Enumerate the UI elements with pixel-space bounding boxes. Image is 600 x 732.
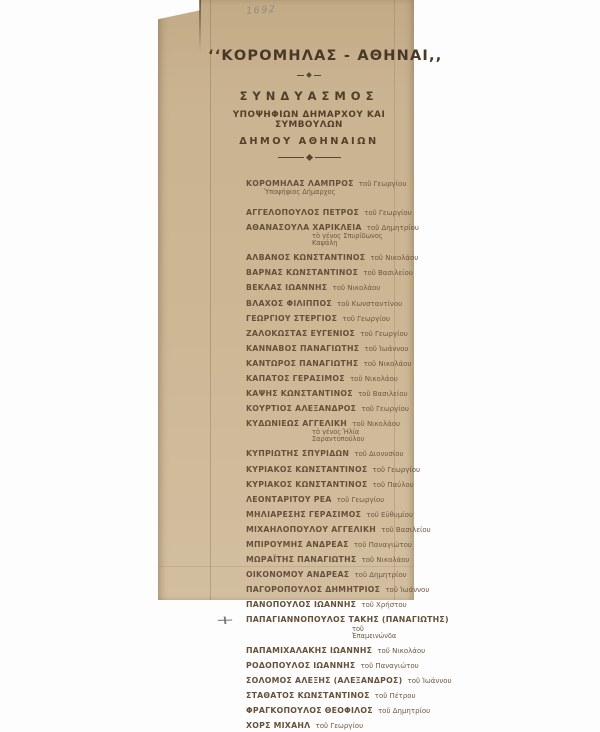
candidate-patronymic: τοῦ Παναγιώτου bbox=[353, 540, 412, 549]
candidate-patronymic: τοῦ Νικολάου bbox=[361, 556, 410, 565]
candidate-name: ΠΑΝΟΠΟΥΛΟΣ ΙΩΑΝΝΗΣ bbox=[246, 600, 357, 610]
candidate-list bbox=[214, 177, 452, 730]
candidate-name: ΑΛΒΑΝΟΣ ΚΩΝΣΤΑΝΤΙΝΟΣ bbox=[246, 253, 366, 263]
candidate-name: ΚΑΝΝΑΒΟΣ ΠΑΝΑΓΙΩΤΗΣ bbox=[246, 343, 360, 353]
candidate-name-line bbox=[246, 327, 410, 338]
subtitle-municipality-line: ΔΗΜΟΥ ΑΘΗΝΑΙΩΝ bbox=[239, 136, 379, 147]
candidate-patronymic: τοῦ Νικολάου bbox=[363, 359, 412, 368]
candidate-patronymic: τοῦ Γεωργίου bbox=[336, 495, 385, 504]
candidate-patronymic: τοῦ Νικολάου bbox=[349, 375, 398, 384]
candidate-row bbox=[246, 508, 413, 519]
candidate-row bbox=[246, 583, 430, 595]
candidate-patronymic: τοῦ Γεωργίου bbox=[361, 405, 409, 414]
candidate-patronymic: τοῦ Ἰωάννου bbox=[407, 676, 452, 685]
candidate-name: ΑΘΑΝΑΣΟΥΛΑ ΧΑΡΙΚΛΕΙΑ bbox=[246, 223, 362, 233]
candidate-name-line bbox=[246, 598, 410, 609]
candidate-patronymic: τοῦ Χρήστου bbox=[361, 601, 407, 610]
candidate-patronymic: τοῦ Βασιλείου bbox=[381, 525, 431, 534]
candidate-name: ΒΑΡΝΑΣ ΚΩΝΣΤΑΝΤΙΝΟΣ bbox=[246, 268, 359, 278]
candidate-row bbox=[246, 417, 410, 443]
candidate-name: ΓΕΩΡΓΙΟΥ ΣΤΕΡΓΙΟΣ bbox=[246, 313, 338, 323]
candidate-name: ΚΟΥΡΤΙΟΣ ΑΛΕΞΑΝΔΡΟΣ bbox=[246, 404, 357, 414]
candidate-name-line bbox=[246, 177, 410, 188]
candidate-row bbox=[246, 644, 426, 655]
candidate-name-line bbox=[246, 402, 410, 413]
candidate-name: ΖΑΛΟΚΩΣΤΑΣ ΕΥΓΕΝΙΟΣ bbox=[246, 328, 356, 338]
candidate-name: ΚΑΨΗΣ ΚΩΝΣΤΑΝΤΙΝΟΣ bbox=[246, 389, 353, 399]
candidate-name: ΒΛΑΧΟΣ ΦΙΛΙΠΠΟΣ bbox=[246, 298, 332, 308]
candidate-row bbox=[246, 538, 410, 549]
ornament-bar bbox=[297, 75, 304, 76]
candidate-name-line bbox=[246, 312, 410, 323]
candidate-patronymic: τοῦ Πέτρου bbox=[374, 691, 416, 700]
candidate-name: ΣΟΛΟΜΟΣ ΑΛΕΞΗΣ (ΑΛΕΞΑΝΔΡΟΣ) bbox=[246, 675, 403, 685]
candidate-name: ΚΑΠΑΤΟΣ ΓΕΡΑΣΙΜΟΣ bbox=[246, 374, 345, 384]
candidate-row bbox=[246, 221, 419, 248]
candidate-row bbox=[214, 613, 449, 640]
candidate-patronymic: τοῦ Παύλου bbox=[372, 480, 414, 489]
candidate-name: ΒΕΚΛΑΣ ΙΩΑΝΝΗΣ bbox=[246, 283, 328, 293]
candidate-name-line bbox=[246, 568, 410, 579]
candidate-name-line bbox=[246, 704, 431, 715]
candidate-row bbox=[246, 342, 410, 353]
printed-content bbox=[208, 0, 452, 730]
candidate-name-line bbox=[246, 221, 419, 233]
candidate-name: ΠΑΠΑΓΙΑΝΝΟΠΟΥΛΟΣ ΤΑΚΗΣ (ΠΑΝΑΓΙΩΤΗΣ) bbox=[246, 615, 449, 625]
candidate-row bbox=[246, 327, 410, 338]
candidate-name-line bbox=[246, 553, 410, 564]
candidate-name-line bbox=[246, 357, 410, 368]
candidate-row bbox=[246, 553, 410, 564]
candidate-row bbox=[246, 704, 431, 715]
candidate-row bbox=[246, 674, 452, 685]
candidate-patronymic: τοῦ Γεωργίου bbox=[360, 329, 408, 338]
candidate-patronymic: τοῦ Εὐθυμίου bbox=[366, 510, 413, 519]
candidate-note: τοῦ Ἐπαμεινώνδα bbox=[352, 624, 397, 640]
candidate-patronymic: τοῦ Νικολάου bbox=[377, 646, 426, 655]
candidate-name-line bbox=[246, 719, 410, 730]
candidate-patronymic: τοῦ Βασιλείου bbox=[363, 269, 413, 278]
candidate-patronymic: τοῦ Γεωργίου bbox=[358, 180, 407, 188]
candidate-row bbox=[246, 447, 410, 458]
ornament-bar bbox=[315, 157, 341, 158]
candidate-note: τὸ γένος Σπυρίδωνος Καψάλη bbox=[312, 232, 383, 248]
candidate-name: ΠΑΠΑΜΙΧΑΛΑΚΗΣ ΙΩΑΝΝΗΣ bbox=[246, 645, 373, 655]
candidate-name-line bbox=[246, 644, 426, 655]
candidate-name: ΜΙΧΑΗΛΟΠΟΥΛΟΥ ΑΓΓΕΛΙΚΗ bbox=[246, 524, 377, 534]
candidate-name-line bbox=[246, 372, 410, 383]
candidate-name-line bbox=[246, 493, 410, 504]
subtitle-candidates-line: ΥΠΟΨΗΦΙΩΝ ΔΗΜΑΡΧΟΥ ΚΑΙ ΣΥΜΒΟΥΛΩΝ bbox=[232, 110, 386, 130]
candidate-row bbox=[246, 372, 410, 383]
candidate-name-line bbox=[246, 583, 430, 595]
candidate-name-line bbox=[246, 281, 410, 292]
candidate-row bbox=[246, 357, 410, 368]
candidate-row bbox=[246, 312, 410, 323]
diamond-icon bbox=[305, 154, 312, 161]
paper-fold-crease-top-left bbox=[199, 0, 201, 52]
candidate-name-line bbox=[246, 674, 452, 685]
candidate-name: ΜΠΙΡΟΥΜΗΣ ΑΝΔΡΕΑΣ bbox=[246, 539, 349, 549]
candidate-patronymic: τοῦ Γεωργίου bbox=[364, 209, 412, 218]
candidate-name: ΚΥΠΡΙΩΤΗΣ ΣΠΥΡΙΔΩΝ bbox=[246, 449, 350, 459]
candidate-name: ΜΗΛΙΑΡΕΣΗΣ ΓΕΡΑΣΙΜΟΣ bbox=[246, 509, 362, 519]
candidate-patronymic: τοῦ Γεωργίου bbox=[372, 465, 421, 474]
candidate-patronymic: τοῦ Δημητρίου bbox=[377, 706, 431, 715]
candidate-row bbox=[246, 523, 431, 534]
divider-ornament-bottom bbox=[208, 155, 410, 160]
candidate-patronymic: τοῦ Κωνσταντίνου bbox=[337, 299, 403, 308]
candidate-patronymic: τοῦ Νικολάου bbox=[352, 420, 401, 429]
candidate-name-line bbox=[246, 297, 410, 308]
candidate-name-line bbox=[246, 659, 419, 670]
candidate-patronymic: τοῦ Ἰωάννου bbox=[364, 344, 409, 353]
candidate-name: ΠΑΓΟΡΟΠΟΥΛΟΣ ΔΗΜΗΤΡΙΟΣ bbox=[246, 585, 381, 595]
candidate-name-line bbox=[246, 206, 410, 217]
list-title: ‘‘ΚΟΡΟΜΗΛΑΣ - ΑΘΗΝΑΙ,, bbox=[208, 48, 443, 64]
candidate-name: ΣΤΑΘΑΤΟΣ ΚΩΝΣΤΑΝΤΙΝΟΣ bbox=[246, 690, 370, 700]
candidate-row bbox=[246, 177, 410, 196]
candidate-patronymic: τοῦ Γεωργίου bbox=[342, 314, 390, 323]
pencil-plus-mark: + bbox=[214, 613, 236, 628]
candidate-name: ΟΙΚΟΝΟΜΟΥ ΑΝΔΡΕΑΣ bbox=[246, 570, 350, 580]
candidate-patronymic: τοῦ Νικολάου bbox=[370, 254, 419, 263]
candidate-name: ΚΥΡΙΑΚΟΣ ΚΩΝΣΤΑΝΤΙΝΟΣ bbox=[246, 464, 368, 474]
candidate-row bbox=[246, 281, 410, 292]
candidate-note: τὸ γένος Ἠλία Σαραντοπούλου bbox=[312, 428, 365, 444]
candidate-row bbox=[246, 719, 410, 730]
candidate-patronymic: τοῦ Ἰωάννου bbox=[385, 586, 430, 595]
candidate-patronymic: τοῦ Διονυσίου bbox=[354, 450, 404, 459]
paper-corner-notch bbox=[158, 0, 200, 26]
candidate-name: ΜΩΡΑΪΤΗΣ ΠΑΝΑΓΙΩΤΗΣ bbox=[246, 555, 357, 565]
candidate-patronymic: τοῦ Παναγιώτου bbox=[360, 661, 419, 670]
candidate-name-line bbox=[246, 387, 410, 398]
candidate-name-line bbox=[246, 613, 449, 625]
candidate-row bbox=[246, 568, 410, 579]
candidate-name-line bbox=[246, 417, 410, 428]
candidate-patronymic: τοῦ Νικολάου bbox=[332, 284, 381, 293]
candidate-row bbox=[246, 251, 419, 263]
divider-ornament-top bbox=[208, 73, 410, 77]
candidate-name-line bbox=[246, 523, 431, 534]
candidate-name: ΦΡΑΓΚΟΠΟΥΛΟΣ ΘΕΟΦΙΛΟΣ bbox=[246, 705, 373, 715]
candidate-note: Ὑποψήφιος Δήμαρχος bbox=[264, 188, 336, 197]
candidate-name: ΛΕΟΝΤΑΡΙΤΟΥ ΡΕΑ bbox=[246, 494, 332, 504]
candidate-row bbox=[246, 689, 416, 700]
candidate-name-line bbox=[246, 508, 413, 519]
candidate-name-line bbox=[246, 478, 414, 489]
ornament-bar bbox=[278, 157, 304, 158]
candidate-patronymic: τοῦ Δημητρίου bbox=[354, 571, 407, 580]
candidate-name: ΚΥΔΩΝΙΕΩΣ ΑΓΓΕΛΙΚΗ bbox=[246, 419, 348, 429]
candidate-row bbox=[246, 387, 410, 398]
candidate-row bbox=[246, 598, 410, 609]
candidate-row bbox=[246, 206, 410, 217]
candidate-patronymic: τοῦ Βασιλείου bbox=[357, 390, 408, 399]
candidate-patronymic: τοῦ Δημητρίου bbox=[366, 224, 419, 233]
candidate-row bbox=[246, 493, 410, 504]
candidate-name: ΚΥΡΙΑΚΟΣ ΚΩΝΣΤΑΝΤΙΝΟΣ bbox=[246, 479, 368, 489]
handwritten-number: 1692 bbox=[245, 3, 277, 18]
syndyasmos-heading: ΣΥΝΔΥΑΣΜΟΣ bbox=[239, 89, 379, 103]
candidate-name-line bbox=[246, 251, 419, 263]
candidate-name-line bbox=[246, 538, 410, 549]
candidate-name: ΑΓΓΕΛΟΠΟΥΛΟΣ ΠΕΤΡΟΣ bbox=[246, 208, 360, 218]
ornament-bar bbox=[314, 75, 321, 76]
candidate-row bbox=[246, 478, 414, 489]
ballot-paper bbox=[158, 0, 452, 730]
candidate-name: ΡΟΔΟΠΟΥΛΟΣ ΙΩΑΝΝΗΣ bbox=[246, 660, 356, 670]
candidate-row bbox=[246, 463, 421, 474]
candidate-patronymic: τοῦ Γεωργίου bbox=[315, 722, 364, 730]
candidate-name: ΧΟΡΣ ΜΙΧΑΗΛ bbox=[246, 721, 311, 730]
candidate-name-line bbox=[246, 689, 416, 700]
candidate-name-line bbox=[246, 447, 410, 458]
candidate-name: ΚΑΝΤΩΡΟΣ ΠΑΝΑΓΙΩΤΗΣ bbox=[246, 358, 359, 368]
candidate-name-line bbox=[246, 463, 421, 474]
candidate-row bbox=[246, 297, 410, 308]
candidate-row bbox=[246, 402, 410, 413]
candidate-row bbox=[246, 659, 419, 670]
candidate-name-line bbox=[246, 342, 410, 353]
candidate-name: ΚΟΡΟΜΗΛΑΣ ΛΑΜΠΡΟΣ bbox=[246, 179, 354, 188]
diamond-icon bbox=[306, 72, 312, 78]
